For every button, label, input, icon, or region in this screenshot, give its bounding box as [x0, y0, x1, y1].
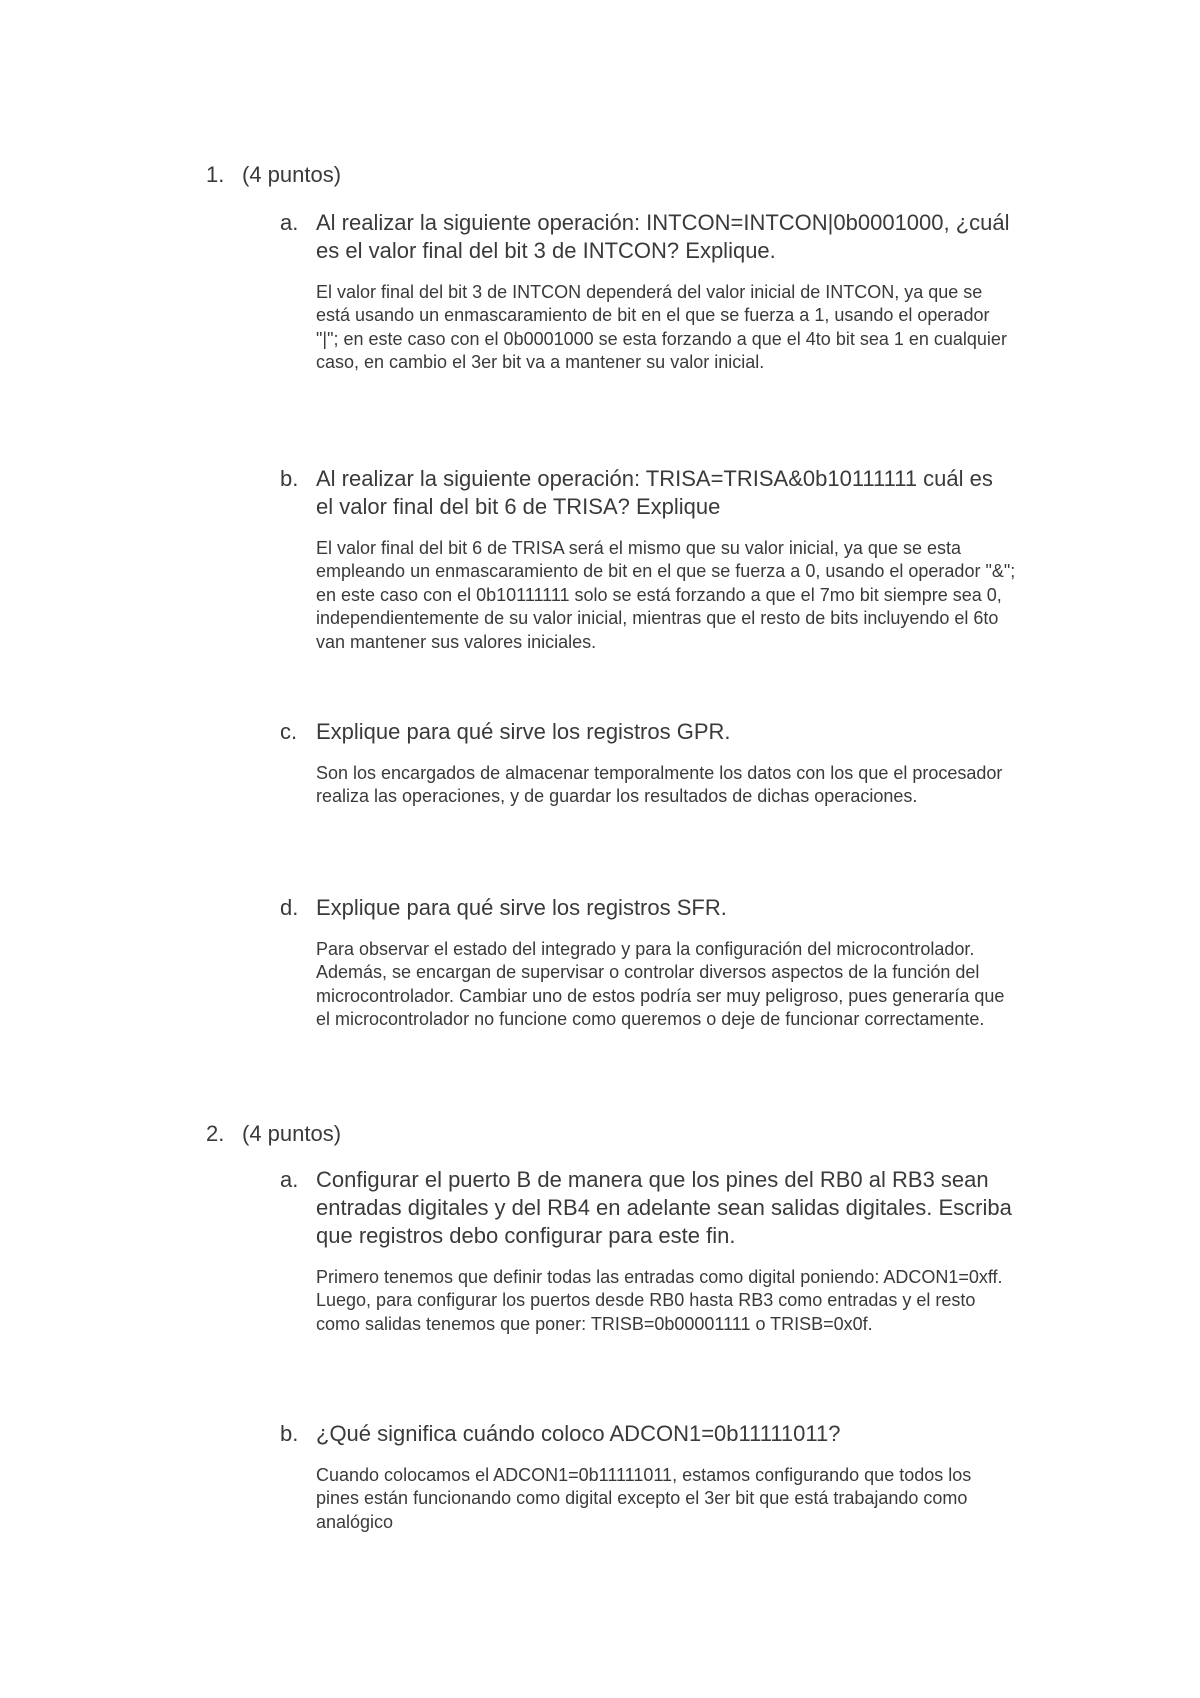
- item-letter: d.: [280, 895, 299, 920]
- question-points: (4 puntos): [242, 162, 342, 187]
- item-question: ¿Qué significa cuándo coloco ADCON1=0b11111011?: [316, 1421, 841, 1446]
- question-number: 2.: [206, 1121, 225, 1146]
- question-1c: [280, 718, 1040, 809]
- item-question: Al realizar la siguiente operación: INTCON=INTCON|0b0001000, ¿cuál es el valor final del bit 3 de INTCON? Explique.: [316, 210, 1010, 263]
- question-points: (4 puntos): [242, 1121, 342, 1146]
- item-letter: c.: [280, 719, 298, 744]
- item-answer: Son los encargados de almacenar temporalmente los datos con los que el procesador realiza las operaciones, y de guardar los resultados de dichas operaciones.: [316, 763, 1003, 807]
- question-1d: [280, 894, 1040, 1032]
- question-number: 1.: [206, 162, 225, 187]
- question-2b: [280, 1420, 1040, 1534]
- item-answer: Para observar el estado del integrado y para la configuración del microcontrolador. Además, se encargan de supervisar o controlar diversos aspectos de la función del microcontrolador. Cambiar uno de estos podría ser muy peligroso, pues generaría que el microcontrolador no funcione como queremos o deje de funcionar correctamente.: [316, 939, 1005, 1030]
- question-2-header: [206, 1120, 1106, 1148]
- question-1a: [280, 209, 1040, 375]
- item-letter: b.: [280, 1421, 299, 1446]
- item-letter: b.: [280, 466, 299, 491]
- item-answer: El valor final del bit 6 de TRISA será el mismo que su valor inicial, ya que se esta empleando un enmascaramiento de bit en el que se fuerza a 0, usando el operador "&"; en este caso con el 0b10111111 solo se está forzando a que el 7mo bit siempre sea 0, independientemente de su valor inicial, mientras que el resto de bits incluyendo el 6to van mantener sus valores iniciales.: [316, 538, 1016, 652]
- item-question: Al realizar la siguiente operación: TRISA=TRISA&0b10111111 cuál es el valor final del bit 6 de TRISA? Explique: [316, 466, 993, 519]
- question-1b: [280, 465, 1040, 654]
- item-question: Configurar el puerto B de manera que los pines del RB0 al RB3 sean entradas digitales y del RB4 en adelante sean salidas digitales. Escriba que registros debo configurar para este fin.: [316, 1167, 1012, 1248]
- question-1-header: [206, 161, 1106, 189]
- item-question: Explique para qué sirve los registros SFR.: [316, 895, 727, 920]
- item-letter: a.: [280, 1167, 299, 1192]
- item-answer: Cuando colocamos el ADCON1=0b11111011, estamos configurando que todos los pines están funcionando como digital excepto el 3er bit que está trabajando como analógico: [316, 1465, 972, 1532]
- item-answer: El valor final del bit 3 de INTCON dependerá del valor inicial de INTCON, ya que se está usando un enmascaramiento de bit en el que se fuerza a 1, usando el operador "|"; en este caso con el 0b0001000 se esta forzando a que el 4to bit sea 1 en cualquier caso, en cambio el 3er bit va a mantener su valor inicial.: [316, 282, 1007, 373]
- item-letter: a.: [280, 210, 299, 235]
- item-answer: Primero tenemos que definir todas las entradas como digital poniendo: ADCON1=0xff. Luego, para configurar los puertos desde RB0 hasta RB3 como entradas y el resto como salidas tenemos que poner: TRISB=0b00001111 o TRISB=0x0f.: [316, 1267, 1003, 1334]
- question-2a: [280, 1166, 1040, 1336]
- item-question: Explique para qué sirve los registros GPR.: [316, 719, 731, 744]
